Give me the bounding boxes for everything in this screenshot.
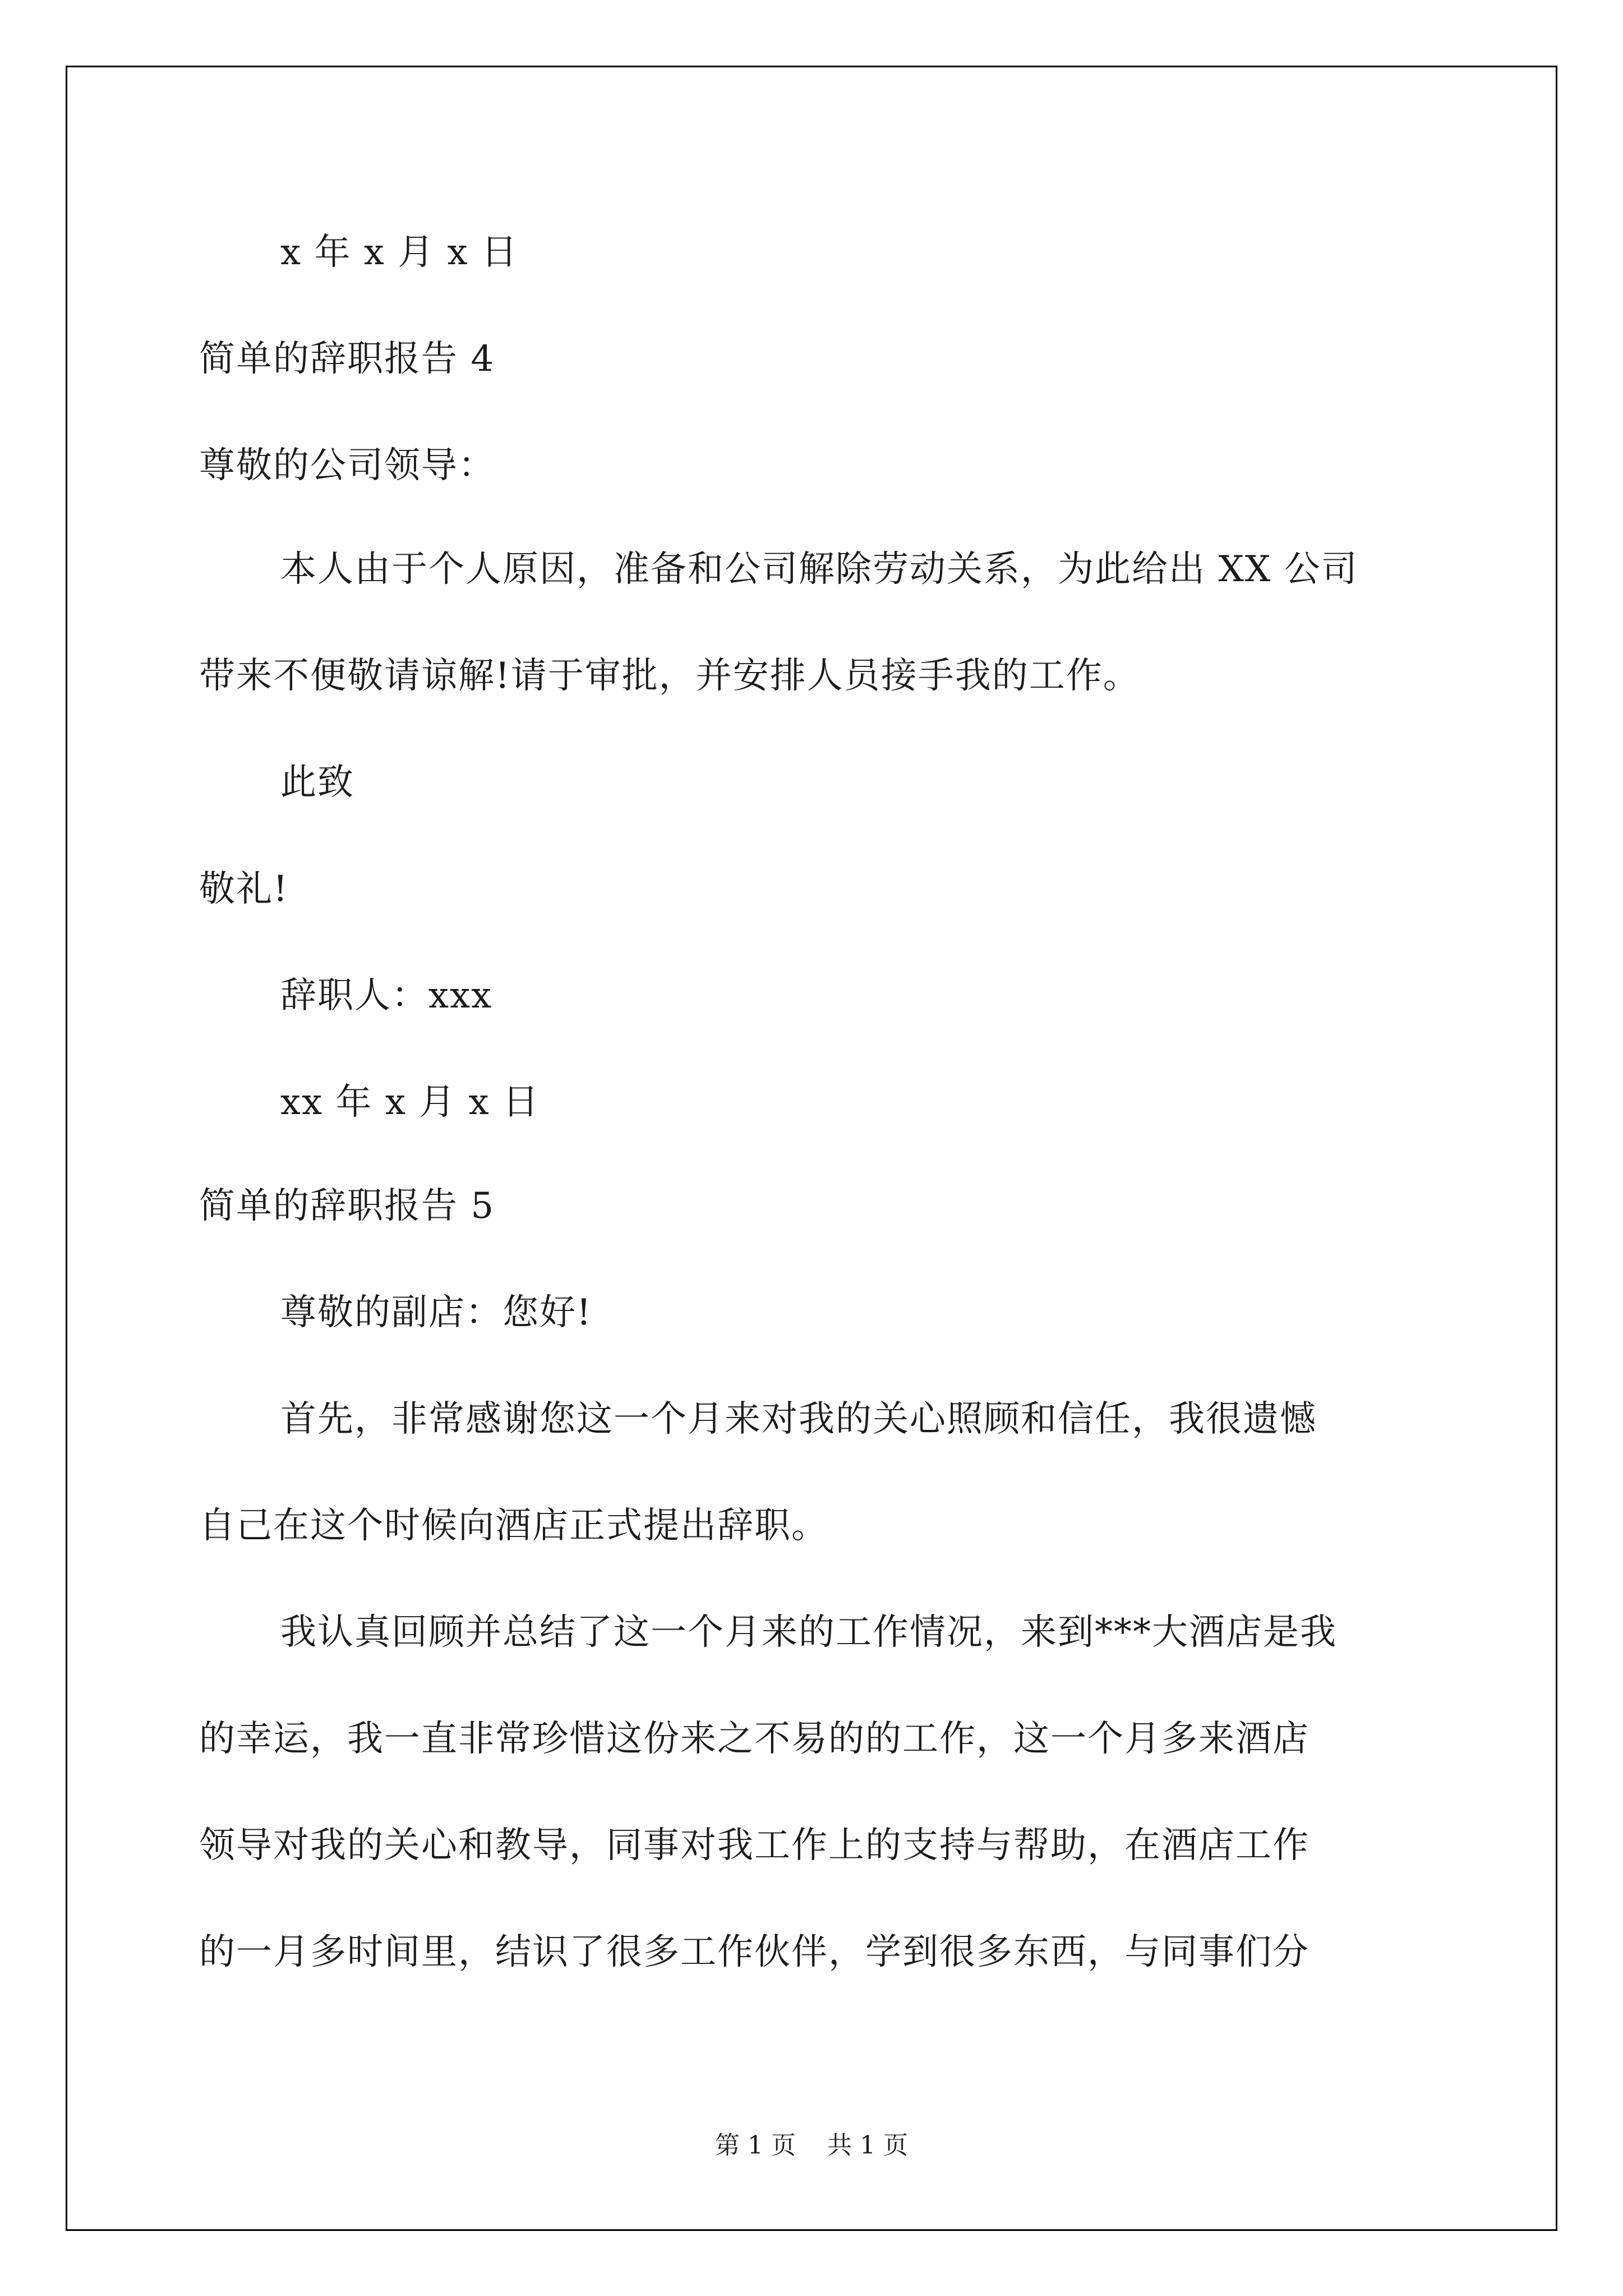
closing-line: 此致	[280, 762, 354, 803]
signer-line: 辞职人：xxx	[280, 975, 493, 1016]
body-line: 本人由于个人原因，准备和公司解除劳动关系，为此给出 XX 公司	[280, 549, 1358, 590]
body-line: 自己在这个时候向酒店正式提出辞职。	[199, 1505, 828, 1547]
section-heading-4: 简单的辞职报告 4	[199, 338, 495, 380]
page-number: 第 1 页	[715, 2131, 796, 2160]
date-line: xx 年 x 月 x 日	[280, 1082, 540, 1123]
date-line: x 年 x 月 x 日	[280, 232, 518, 273]
body-line: 首先，非常感谢您这一个月来对我的关心照顾和信任，我很遗憾	[280, 1398, 1317, 1440]
body-line: 我认真回顾并总结了这一个月来的工作情况，来到***大酒店是我	[280, 1612, 1337, 1653]
body-line: 带来不便敬请谅解!请于审批，并安排人员接手我的工作。	[199, 655, 1140, 697]
closing-regards: 敬礼!	[199, 868, 289, 910]
body-line: 领导对我的关心和教导，同事对我工作上的支持与帮助，在酒店工作	[199, 1825, 1310, 1866]
page-frame	[66, 66, 1557, 2231]
body-line: 的一月多时间里，结识了很多工作伙伴，学到很多东西，与同事们分	[199, 1931, 1310, 1973]
page-footer	[0, 2130, 1623, 2161]
page-total: 共 1 页	[827, 2131, 908, 2160]
salutation: 尊敬的副店：您好!	[280, 1292, 592, 1333]
body-line: 的幸运，我一直非常珍惜这份来之不易的的工作，这一个月多来酒店	[199, 1718, 1310, 1760]
salutation: 尊敬的公司领导：	[199, 445, 495, 486]
section-heading-5: 简单的辞职报告 5	[199, 1185, 495, 1227]
